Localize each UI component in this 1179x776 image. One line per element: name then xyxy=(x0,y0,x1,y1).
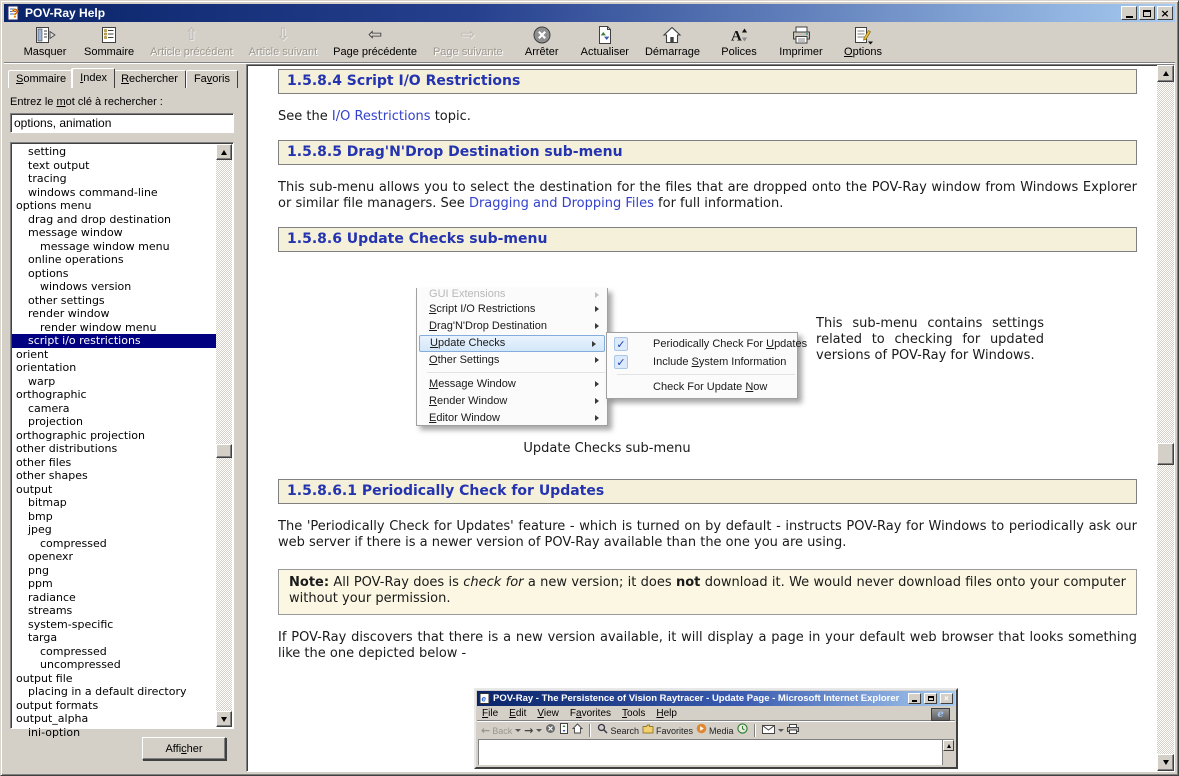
tab-sommaire[interactable]: Sommaire xyxy=(8,70,74,88)
paragraph: If POV-Ray discovers that there is a new version available, it will display a page in your default web browser that looks something like the one depicted below - xyxy=(278,630,1137,661)
index-item[interactable]: online operations xyxy=(28,253,124,266)
triangle-up-icon xyxy=(1163,71,1169,76)
index-item[interactable]: orthographic projection xyxy=(16,428,146,442)
tab-index[interactable]: Index xyxy=(72,68,115,88)
options-button[interactable] xyxy=(832,24,894,60)
ie-toolbar xyxy=(477,721,955,739)
history-icon xyxy=(737,723,748,739)
scroll-thumb[interactable] xyxy=(1157,443,1174,465)
ie-stop-icon xyxy=(545,723,556,739)
stop-icon xyxy=(545,723,556,739)
ie-scrollbar xyxy=(942,740,954,765)
scroll-down-button[interactable] xyxy=(1157,754,1174,771)
menu-item-editor-window[interactable]: Editor Window xyxy=(417,410,607,427)
paragraph: The 'Periodically Check for Updates' feature - which is turned on by default - instructs POV-Ray for Windows to periodically ask our web server if there is a newer version of POV-Ray available than the one you are using. xyxy=(278,519,1137,550)
index-item[interactable]: orientation xyxy=(16,361,77,374)
refresh-icon xyxy=(581,25,629,46)
triangle-down-icon xyxy=(221,717,227,722)
index-item[interactable]: compressed xyxy=(40,644,107,658)
index-item[interactable]: compressed xyxy=(40,536,107,550)
contents-icon xyxy=(84,25,134,46)
index-item[interactable]: placing in a default directory xyxy=(28,685,187,698)
index-item[interactable]: bitmap xyxy=(28,496,67,509)
toolbar-button-label: Arrêter xyxy=(524,46,559,58)
media-icon xyxy=(696,723,707,739)
imprimer-button[interactable] xyxy=(770,24,832,60)
submenu-arrow-icon xyxy=(595,306,599,312)
favorites-icon xyxy=(642,723,654,739)
content-pane xyxy=(246,64,1175,772)
index-item[interactable]: openexr xyxy=(28,550,74,563)
submenu-arrow-icon xyxy=(595,415,599,421)
ie-menubar xyxy=(477,706,955,721)
close-icon: × xyxy=(1160,6,1170,20)
index-list-scrollbar[interactable] xyxy=(216,144,232,727)
ie-close-button: × xyxy=(940,693,953,704)
help-content xyxy=(247,65,1157,771)
note-box: Note: All POV-Ray does is check for a new version; it does not download it. We would never download files onto your computer without your permission. xyxy=(278,569,1137,615)
submenu-arrow-icon xyxy=(595,357,599,363)
menu-item-update-checks[interactable]: Update Checks xyxy=(419,335,605,352)
index-item[interactable]: orthographic xyxy=(16,388,87,401)
toolbar-button-label: Article précédent xyxy=(150,46,233,58)
index-item[interactable]: other shapes xyxy=(16,469,88,482)
index-item[interactable]: targa xyxy=(28,631,58,644)
svg-text:e: e xyxy=(481,694,486,704)
triangle-up-icon xyxy=(221,150,227,155)
index-item[interactable]: streams xyxy=(28,604,73,617)
index-item[interactable]: ppm xyxy=(28,577,53,590)
page-suivante-button xyxy=(425,24,511,60)
menu-item-render-window[interactable]: Render Window xyxy=(417,393,607,410)
index-item[interactable]: radiance xyxy=(28,590,76,604)
index-item[interactable]: output xyxy=(16,482,53,496)
ie-menu-view: View xyxy=(537,708,559,719)
toolbar-button-label: Sommaire xyxy=(84,46,135,58)
index-item[interactable]: options xyxy=(28,266,69,280)
scroll-up-button[interactable] xyxy=(216,144,232,160)
svg-text:A: A xyxy=(731,28,742,45)
dropdown-arrow-icon xyxy=(515,729,521,732)
toolbar-separator xyxy=(754,724,756,737)
forward-arrow-icon: → xyxy=(524,723,534,737)
index-item[interactable]: orient xyxy=(16,347,49,361)
main-body xyxy=(4,64,1175,772)
article-pr-c-dent-button xyxy=(142,24,241,60)
index-item[interactable]: render window menu xyxy=(40,320,157,334)
titlebar[interactable] xyxy=(4,4,1175,22)
sidebar-tabs xyxy=(6,68,238,88)
index-item[interactable]: other distributions xyxy=(16,442,118,455)
paragraph: This sub-menu allows you to select the destination for the files that are dropped onto the POV-Ray window from Windows Explorer or similar file managers. See Dragging and Dropping Files for full information. xyxy=(278,180,1137,211)
ie-page-area xyxy=(478,739,954,765)
index-item[interactable]: ini-option xyxy=(28,725,81,739)
help-file-icon xyxy=(6,5,22,21)
toolbar-button-label: Polices xyxy=(721,46,757,58)
actualiser-button[interactable] xyxy=(573,24,637,60)
window-title: POV-Ray Help xyxy=(25,6,106,20)
update-checks-submenu-panel xyxy=(606,332,808,399)
submenu-arrow-icon xyxy=(595,398,599,404)
minimize-button[interactable] xyxy=(1121,6,1137,20)
index-item[interactable]: other files xyxy=(16,455,72,469)
index-item[interactable]: output file xyxy=(16,671,73,685)
index-item[interactable]: jpeg xyxy=(28,523,52,536)
index-item[interactable]: output_alpha xyxy=(16,712,89,725)
submenu-arrow-icon xyxy=(595,381,599,387)
up-arrow-icon: ⇧ xyxy=(184,25,199,45)
home-icon xyxy=(572,723,583,739)
left-arrow-icon: ⇦ xyxy=(367,25,383,45)
tab-rechercher[interactable]: Rechercher xyxy=(113,70,186,88)
right-arrow-icon: ⇨ xyxy=(460,25,475,45)
submenu-arrow-icon xyxy=(592,341,596,347)
stop-icon xyxy=(519,25,565,46)
toolbar-button-label: Masquer xyxy=(23,46,67,58)
ie-mail-icon xyxy=(762,723,784,739)
ie-titlebar xyxy=(477,691,955,706)
menu-item-script-i-o-restrictions[interactable]: Script I/O Restrictions xyxy=(417,301,607,318)
dragging-dropping-link[interactable]: Dragging and Dropping Files xyxy=(468,196,654,211)
scroll-down-button[interactable] xyxy=(216,711,232,727)
ie-history-icon xyxy=(737,723,748,739)
ie-minimize-button xyxy=(908,693,921,704)
index-item[interactable]: system-specific xyxy=(28,617,114,631)
masquer-button[interactable] xyxy=(14,24,76,60)
d-marrage-button[interactable] xyxy=(637,24,708,60)
display-button[interactable]: Afficher xyxy=(142,737,226,760)
svg-text:?: ? xyxy=(11,6,19,21)
mail-icon xyxy=(762,723,775,739)
index-item[interactable]: projection xyxy=(28,415,83,428)
sidebar xyxy=(4,64,240,772)
ie-home-icon xyxy=(572,723,583,739)
ie-menu-tools: Tools xyxy=(622,708,646,719)
submenu-arrow-icon xyxy=(595,323,599,329)
toolbar-button-label: Actualiser xyxy=(580,46,629,58)
toolbar-separator xyxy=(589,724,591,737)
search-icon xyxy=(597,723,608,739)
hide-panel-icon xyxy=(22,25,68,46)
index-item[interactable]: drag and drop destination xyxy=(28,212,172,226)
keyword-input[interactable] xyxy=(10,113,234,133)
checkmark-icon: ✓ xyxy=(614,355,628,369)
options-icon xyxy=(840,25,886,46)
index-item[interactable]: warp xyxy=(28,374,56,388)
back-arrow-icon: ← xyxy=(481,723,491,737)
ie-screenshot xyxy=(474,688,958,769)
scroll-thumb[interactable] xyxy=(216,444,232,458)
index-item[interactable]: uncompressed xyxy=(40,658,121,671)
index-item[interactable]: other settings xyxy=(28,293,105,307)
ie-back-arrow-button: ← Back xyxy=(481,723,521,739)
keyword-label: Entrez le mot clé à rechercher : xyxy=(10,96,163,108)
ie-maximize-button xyxy=(924,693,937,704)
fonts-icon xyxy=(716,25,762,46)
menu-separator xyxy=(617,374,795,375)
menu-separator xyxy=(427,372,605,373)
heading-periodic-check: 1.5.8.6.1 Periodically Check for Updates xyxy=(278,479,1137,504)
refresh-icon xyxy=(559,723,569,739)
toolbar-button-label: Imprimer xyxy=(779,46,823,58)
menu-item-message-window[interactable]: Message Window xyxy=(417,376,607,393)
submenu-item-check-for-update-now[interactable]: Check For Update Now xyxy=(653,381,768,393)
ie-title-text: POV-Ray - The Persistence of Vision Raytracer - Update Page - Microsoft Internet Explorer xyxy=(493,692,900,704)
toolbar-button-label: Démarrage xyxy=(644,46,700,58)
close-button[interactable] xyxy=(1157,6,1173,20)
checkmark-icon: ✓ xyxy=(614,337,628,351)
ie-menu-help: Help xyxy=(656,708,677,719)
article-suivant-button xyxy=(241,24,325,60)
index-item[interactable]: windows command-line xyxy=(28,185,158,199)
heading-update-checks: 1.5.8.6 Update Checks sub-menu xyxy=(278,227,1137,252)
ie-search-button: Search xyxy=(597,723,639,739)
heading-dragndrop: 1.5.8.5 Drag'N'Drop Destination sub-menu xyxy=(278,140,1137,165)
options-menu-panel xyxy=(416,288,608,426)
page-pr-c-dente-button[interactable] xyxy=(325,24,425,60)
ie-media-button: Media xyxy=(696,723,734,739)
maximize-icon xyxy=(1143,10,1151,17)
home-icon xyxy=(645,25,700,46)
index-item[interactable]: png xyxy=(28,563,49,577)
ie-page-icon xyxy=(479,693,490,704)
ie-logo-icon: e xyxy=(931,708,950,721)
scroll-up-button[interactable] xyxy=(1157,65,1174,82)
index-item[interactable]: options menu xyxy=(16,199,92,212)
ie-menu-favorites: Favorites xyxy=(569,708,612,719)
printer-icon xyxy=(778,25,824,46)
minimize-icon xyxy=(1126,16,1133,18)
down-arrow-icon: ⇩ xyxy=(275,25,291,45)
index-list xyxy=(12,144,216,739)
index-listbox xyxy=(10,142,234,739)
menu-item-other-settings[interactable]: Other Settings xyxy=(417,352,607,369)
print-icon xyxy=(787,723,799,739)
ie-refresh-icon xyxy=(559,723,569,739)
polices-button[interactable] xyxy=(708,24,770,60)
submenu-item-include-system-information[interactable]: ✓ Include System Information xyxy=(607,353,797,371)
dropdown-arrow-icon xyxy=(536,729,542,732)
ie-menu-file: File xyxy=(482,708,499,719)
heading-script-io: 1.5.8.4 Script I/O Restrictions xyxy=(278,69,1137,94)
menu-item-clipped: GUI Extensions xyxy=(417,290,607,301)
sommaire-button[interactable] xyxy=(76,24,142,60)
maximize-button[interactable] xyxy=(1139,6,1155,20)
figure-side-text: This sub-menu contains settings related to checking for updated versions of POV-Ray for Windows. xyxy=(816,316,1045,363)
paragraph: See the I/O Restrictions topic. xyxy=(278,109,471,124)
toolbar-button-label: Article suivant xyxy=(248,46,318,58)
toolbar-button-label: Page précédente xyxy=(333,46,417,58)
dropdown-arrow-icon xyxy=(778,729,784,732)
update-checks-figure xyxy=(278,288,1137,428)
index-item[interactable]: setting xyxy=(28,145,67,158)
index-item[interactable]: render window xyxy=(28,307,110,320)
toolbar-button-label: Options xyxy=(844,46,882,58)
index-item[interactable]: output formats xyxy=(16,698,99,712)
figure-caption: Update Checks sub-menu xyxy=(523,441,691,456)
io-restrictions-link[interactable]: I/O Restrictions xyxy=(331,109,431,124)
toolbar-button-label: Page suivante xyxy=(432,46,503,58)
menu-item-drag-n-drop-destination[interactable]: Drag'N'Drop Destination xyxy=(417,318,607,335)
menu-screenshot xyxy=(416,288,808,428)
index-item[interactable]: windows version xyxy=(40,280,132,293)
tab-favoris[interactable]: Favoris xyxy=(186,70,238,88)
index-item[interactable]: script i/o restrictions xyxy=(12,334,216,348)
index-item[interactable]: message window menu xyxy=(40,239,170,253)
index-item[interactable]: message window xyxy=(28,226,123,239)
index-item[interactable]: text output xyxy=(28,158,90,172)
triangle-down-icon xyxy=(1163,760,1169,765)
submenu-item-periodically-check-for-updates[interactable]: ✓ Periodically Check For Updates xyxy=(607,335,797,353)
ie-menu-edit: Edit xyxy=(509,708,527,719)
toolbar xyxy=(4,23,1175,63)
ie-print-icon xyxy=(787,723,799,739)
content-scrollbar[interactable] xyxy=(1157,65,1174,771)
ie-favorites-button: Favorites xyxy=(642,723,693,739)
index-item[interactable]: bmp xyxy=(28,509,53,523)
index-item[interactable]: camera xyxy=(28,401,70,415)
arr-ter-button[interactable] xyxy=(511,24,573,60)
index-item[interactable]: tracing xyxy=(28,172,67,185)
ie-forward-arrow-icon xyxy=(524,723,542,739)
